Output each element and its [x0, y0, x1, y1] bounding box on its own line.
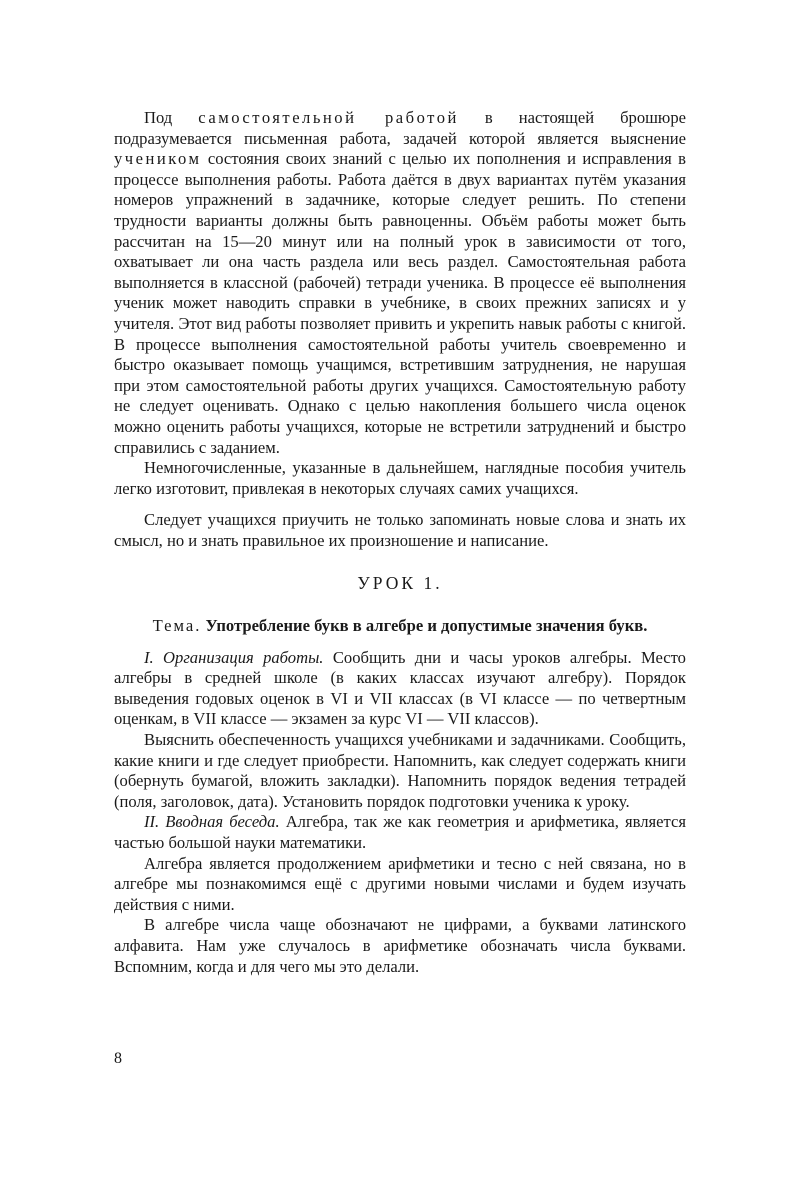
topic-title: Употребление букв в алгебре и допустимые значения букв. — [205, 616, 648, 636]
spaced-term: учеником — [114, 149, 202, 169]
lesson-heading: УРОК 1. — [357, 573, 443, 594]
books-paragraph: Выяснить обеспеченность учащихся учебниками и задачниками. Сообщить, какие книги и где следует приобрести. Напомнить, как следует содержать книги (обернуть бумагой, вложить закладки). Напомнить порядок ведения тетрадей (поля, заголовок, дата). Установить порядок подготовки ученика к уроку. — [114, 730, 686, 811]
page-number: 8 — [114, 1050, 122, 1067]
algebra-paragraph: Алгебра является продолжением арифметики и тесно с ней связана, но в алгебре мы познакомимся ещё с другими новыми числами и будем изучать действия с ними. — [114, 853, 686, 914]
letters-paragraph: В алгебре числа чаще обозначают не цифрами, а буквами латинского алфавита. Нам уже случалось в арифметике обозначать числа буквами. Вспомним, когда и для чего мы это делали. — [114, 915, 686, 976]
section-intro-talk: II. Вводная беседа. Алгебра, так же как геометрия и арифметика, является частью большой науки математики. — [114, 812, 686, 852]
section-label: I. Организация работы. — [144, 647, 324, 667]
spaced-term: самостоятельной работой — [198, 108, 459, 127]
intro-paragraph-1: Под самостоятельной работой в настоящей брошюре подразумевается письменная работа, задачей которой является выяснение учеником состояния своих знаний с целью их пополнения и исправления в процессе выполнения работы. Работа даётся в двух вариантах путём указания номеров упражнений в задачнике, которые следует решить. По степени трудности варианты должны быть равноценны. Объём работы может быть рассчитан на 15—20 минут или на полный урок в зависимости от того, охватывает ли она часть раздела или весь раздел. Самостоятельная работа выполняется в классной (рабочей) тетради ученика. В процессе её выполнения ученик может наводить справки в учебнике, в своих прежних записях и у учителя. Этот вид работы позволяет привить и укрепить навык работы с книгой. В процессе выполнения самостоятельной работы учитель своевременно и быстро оказывает помощь учащимся, встретившим затруднения, не нарушая при этом самостоятельной работы других учащихся. Самостоятельную работу не следует оценивать. Однако с целью накопления большего числа оценок можно оценить работы учащихся, которые не встретили затруднений и быстро справились с заданием. — [114, 108, 686, 457]
intro-paragraph-3: Следует учащихся приучить не только запоминать новые слова и знать их смысл, но и знать правильное их произношение и написание. — [114, 510, 686, 550]
section-label: II. Вводная беседа. — [144, 812, 280, 832]
topic-lead: Тема. — [152, 616, 202, 636]
lesson-topic — [114, 616, 686, 637]
page-body — [114, 108, 686, 977]
intro-paragraph-2: Немногочисленные, указанные в дальнейшем, наглядные пособия учитель легко изготовит, привлекая в некоторых случаях самих учащихся. — [114, 458, 686, 498]
section-organization: I. Организация работы. Сообщить дни и часы уроков алгебры. Место алгебры в средней школе (в каких классах изучают алгебру). Порядок выведения годовых оценок в VI и VII классах (в VI классе — по четвертным оценкам, в VII классе — экзамен за курс VI — VII классов). — [114, 647, 686, 729]
